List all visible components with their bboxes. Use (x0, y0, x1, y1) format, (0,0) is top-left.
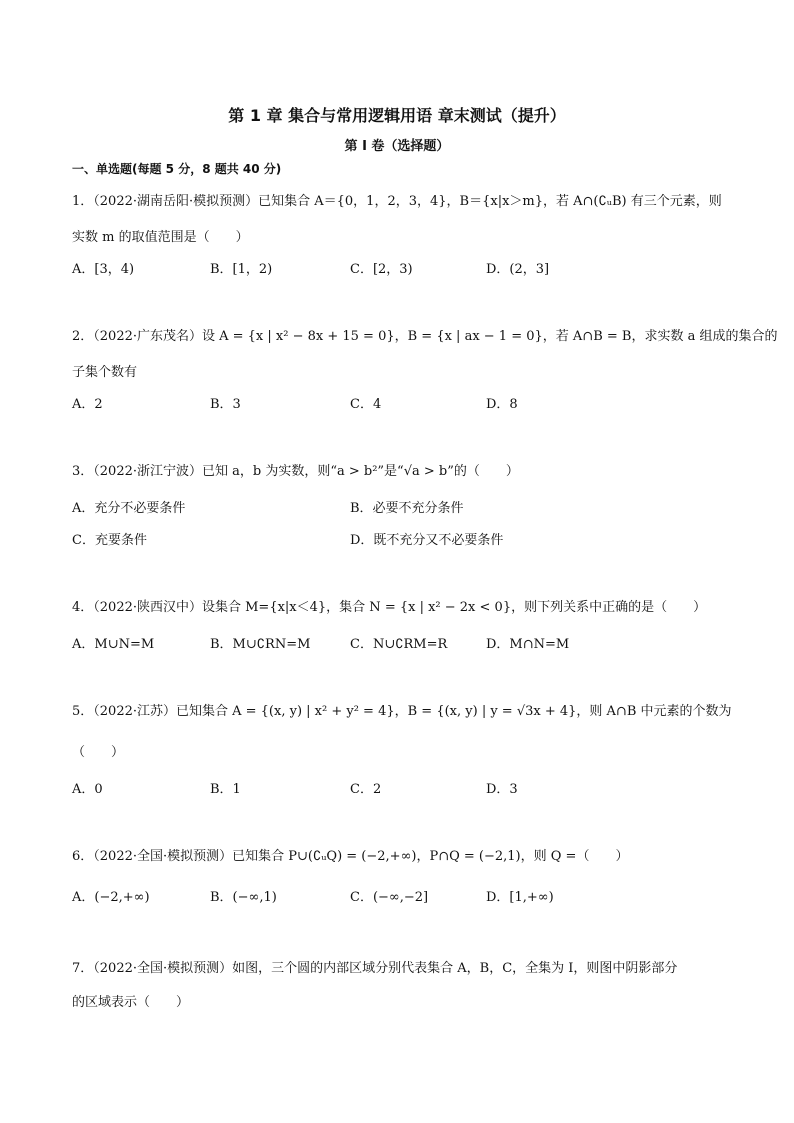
question-3-options-row-1 (72, 497, 732, 517)
question-3-options-row-2 (72, 529, 732, 549)
option-d[interactable]: D．M∩N=M (486, 637, 570, 652)
question-2-line-2: 子集个数有 (72, 365, 138, 380)
section-heading: 一、单选题(每题 5 分，8 题共 40 分) (72, 162, 282, 176)
question-7-line-1: 7．（2022·全国·模拟预测）如图，三个圆的内部区域分别代表集合 A，B，C，全集为 I，则图中阴影部分 (72, 961, 678, 976)
option-b[interactable]: B．[1，2) (210, 262, 273, 277)
option-c[interactable]: C．充要条件 (72, 533, 147, 548)
option-d[interactable]: D．[1,+∞) (486, 890, 554, 905)
option-d[interactable]: D．8 (486, 397, 518, 412)
option-c[interactable]: C．[2，3) (350, 262, 413, 277)
question-2-options (72, 393, 732, 413)
option-d[interactable]: D．3 (486, 782, 518, 797)
question-6-line-1: 6．（2022·全国·模拟预测）已知集合 P∪(∁ᵤQ) = (−2,+∞)，P∩Q = (−2,1)，则 Q =（ ） (72, 849, 629, 864)
option-b[interactable]: B．(−∞,1) (210, 890, 277, 905)
question-7-line-2: 的区域表示（ ） (72, 995, 190, 1010)
option-c[interactable]: C．(−∞,−2] (350, 890, 429, 905)
option-d[interactable]: D．既不充分又不必要条件 (350, 533, 504, 548)
section-subtitle: 第 I 卷（选择题） (344, 139, 450, 154)
option-a[interactable]: A．(−2,+∞) (72, 890, 150, 905)
option-c[interactable]: C．2 (350, 782, 382, 797)
option-a[interactable]: A．充分不必要条件 (72, 501, 186, 516)
question-5-line-1: 5．（2022·江苏）已知集合 A = {(x, y) | x² + y² = 4}，B = {(x, y) | y = √3x + 4}，则 A∩B 中元素的个数为 (72, 704, 732, 719)
option-c[interactable]: C．4 (350, 397, 382, 412)
option-a[interactable]: A．[3，4) (72, 262, 135, 277)
option-b[interactable]: B．必要不充分条件 (350, 501, 464, 516)
option-b[interactable]: B．3 (210, 397, 241, 412)
question-5-line-2: （ ） (72, 745, 125, 760)
option-a[interactable]: A．M∪N=M (72, 637, 155, 652)
question-4-line-1: 4．（2022·陕西汉中）设集合 M={x|x＜4}，集合 N = {x | x² − 2x < 0}，则下列关系中正确的是（ ） (72, 600, 707, 615)
question-1-options (72, 258, 732, 278)
question-2-line-1: 2．（2022·广东茂名）设 A = {x | x² − 8x + 15 = 0}，B = {x | ax − 1 = 0}，若 A∩B = B，求实数 a 组成的集合的 (72, 329, 778, 344)
option-a[interactable]: A．0 (72, 782, 103, 797)
option-c[interactable]: C．N∪∁RM=R (350, 637, 448, 652)
question-4-options (72, 633, 732, 653)
option-b[interactable]: B．1 (210, 782, 241, 797)
question-1-line-2: 实数 m 的取值范围是（ ） (72, 230, 249, 245)
question-6-options (72, 886, 732, 906)
question-5-options (72, 778, 732, 798)
option-d[interactable]: D．(2，3] (486, 262, 550, 277)
question-3-line-1: 3．（2022·浙江宁波）已知 a，b 为实数，则“a > b²”是“√a > b”的（ ） (72, 464, 519, 479)
question-1-line-1: 1．（2022·湖南岳阳·模拟预测）已知集合 A＝{0，1，2，3，4}，B＝{x|x＞m}，若 A∩(∁ᵤB) 有三个元素，则 (72, 194, 722, 209)
option-a[interactable]: A．2 (72, 397, 103, 412)
option-b[interactable]: B．M∪∁RN=M (210, 637, 311, 652)
page-title: 第 1 章 集合与常用逻辑用语 章末测试（提升） (228, 106, 566, 125)
